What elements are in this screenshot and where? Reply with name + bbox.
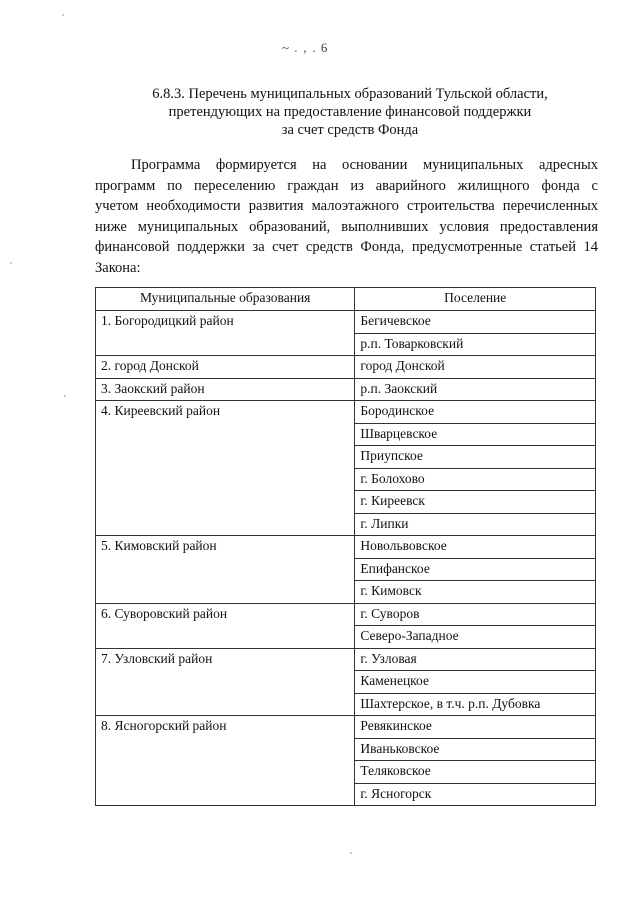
table-row <box>96 603 596 626</box>
intro-line: ниже муниципальных образований, выполнивших условия предоставления <box>95 218 598 235</box>
settlement-cell: Новольвовское <box>355 536 596 559</box>
section-heading <box>100 85 600 139</box>
table-row <box>96 401 596 424</box>
table-row <box>96 716 596 739</box>
heading-line-2: претендующих на предоставление финансовой поддержки <box>168 104 532 120</box>
column-header-settlement: Поселение <box>355 288 596 311</box>
intro-line: учетом необходимости развития малоэтажного строительства перечисленных <box>95 198 598 214</box>
municipality-cell: 3. Заокский район <box>96 378 355 401</box>
settlement-cell: Бегичевское <box>355 311 596 334</box>
settlement-cell: город Донской <box>355 356 596 379</box>
column-header-municipality: Муниципальные образования <box>96 288 355 311</box>
settlement-cell: г. Узловая <box>355 648 596 671</box>
intro-line: финансовой поддержки за счет средств Фонда, предусмотренные статьей 14 <box>95 239 598 255</box>
municipality-cell: 5. Кимовский район <box>96 536 355 604</box>
table-header-row <box>96 288 596 311</box>
intro-line: Программа формируется на основании муниципальных адресных <box>131 157 598 173</box>
settlement-cell: Иваньковское <box>355 738 596 761</box>
intro-line: программ по переселению граждан из аварийного жилищного фонда с <box>95 177 598 194</box>
settlement-cell: г. Ясногорск <box>355 783 596 806</box>
table-row <box>96 356 596 379</box>
settlement-cell: г. Липки <box>355 513 596 536</box>
settlement-cell: Епифанское <box>355 558 596 581</box>
scan-speck <box>350 852 352 854</box>
table-row <box>96 648 596 671</box>
settlement-cell: Бородинское <box>355 401 596 424</box>
settlement-cell: Шварцевское <box>355 423 596 446</box>
municipalities-table <box>95 287 596 806</box>
settlement-cell: г. Киреевск <box>355 491 596 514</box>
municipality-cell: 7. Узловский район <box>96 648 355 716</box>
settlement-cell: г. Болохово <box>355 468 596 491</box>
settlement-cell: г. Суворов <box>355 603 596 626</box>
table-row <box>96 311 596 334</box>
table-body <box>96 311 596 806</box>
scan-speck <box>62 14 64 16</box>
heading-line-1: 6.8.3. Перечень муниципальных образований Тульской области, <box>152 86 548 102</box>
municipality-cell: 2. город Донской <box>96 356 355 379</box>
settlement-cell: Приупское <box>355 446 596 469</box>
settlement-cell: г. Кимовск <box>355 581 596 604</box>
table-row <box>96 378 596 401</box>
heading-line-3: за счет средств Фонда <box>281 122 419 138</box>
settlement-cell: р.п. Товарковский <box>355 333 596 356</box>
scan-speck <box>10 262 12 264</box>
municipality-cell: 4. Киреевский район <box>96 401 355 536</box>
settlement-cell: р.п. Заокский <box>355 378 596 401</box>
intro-line: Закона: <box>95 259 141 276</box>
page-number-mark: ~ . ‚ . 6 <box>282 40 329 55</box>
table-row <box>96 536 596 559</box>
municipality-cell: 8. Ясногорский район <box>96 716 355 806</box>
settlement-cell: Северо-Западное <box>355 626 596 649</box>
municipality-cell: 6. Суворовский район <box>96 603 355 648</box>
scan-speck <box>64 395 66 397</box>
municipality-cell: 1. Богородицкий район <box>96 311 355 356</box>
settlement-cell: Шахтерское, в т.ч. р.п. Дубовка <box>355 693 596 716</box>
settlement-cell: Каменецкое <box>355 671 596 694</box>
settlement-cell: Теляковское <box>355 761 596 784</box>
settlement-cell: Ревякинское <box>355 716 596 739</box>
intro-paragraph <box>95 155 598 278</box>
